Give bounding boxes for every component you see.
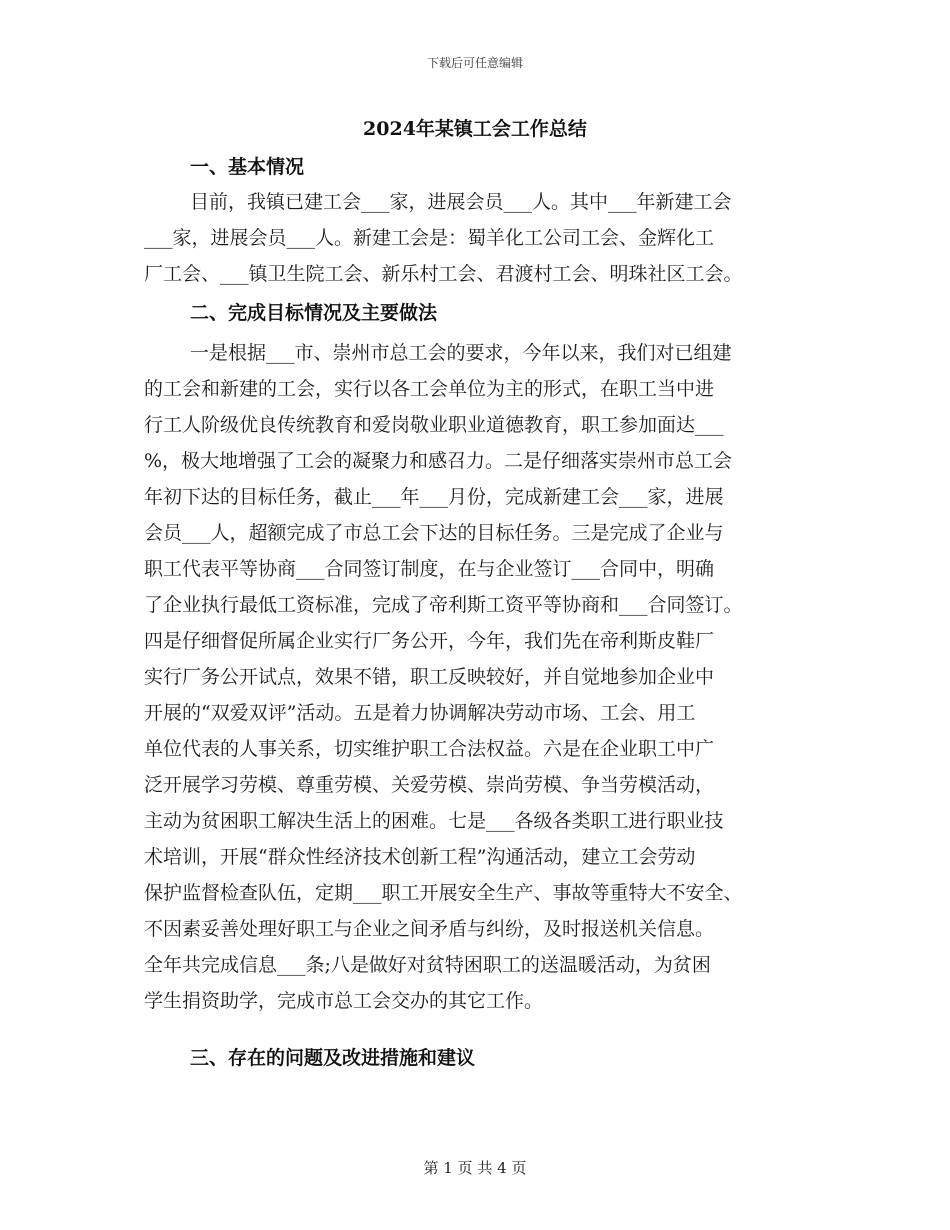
paragraph-line: 全年共完成信息___条;八是做好对贫特困职工的送温暖活动，为贫困: [144, 954, 711, 976]
page-number-footer: 第 1 页 共 4 页: [423, 1159, 527, 1177]
paragraph-line: 厂工会、___镇卫生院工会、新乐村工会、君渡村工会、明珠社区工会。: [144, 263, 743, 285]
paragraph-line: 一是根据___市、崇州市总工会的要求，今年以来，我们对已组建: [190, 342, 732, 364]
paragraph-line: 泛开展学习劳模、尊重劳模、关爱劳模、崇尚劳模、争当劳模活动，: [144, 774, 715, 796]
paragraph-line: 四是仔细督促所属企业实行厂务公开，今年，我们先在帝利斯皮鞋厂: [144, 630, 715, 652]
paragraph-line: 行工人阶级优良传统教育和爱岗敬业职业道德教育，职工参加面达___: [144, 414, 724, 436]
paragraph-line: 职工代表平等协商___合同签订制度，在与企业签订___合同中，明确: [144, 558, 715, 580]
paragraph-line: 实行厂务公开试点，效果不错，职工反映较好，并自觉地参加企业中: [144, 666, 715, 688]
paragraph-line: ___家，进展会员___人。新建工会是：蜀羊化工公司工会、金辉化工: [144, 227, 715, 249]
paragraph-line: 了企业执行最低工资标准，完成了帝利斯工资平等协商和___合同签订。: [144, 594, 743, 616]
paragraph-line: 学生捐资助学，完成市总工会交办的其它工作。: [144, 990, 544, 1012]
section-heading-goals-and-practices: 二、完成目标情况及主要做法: [190, 302, 438, 324]
section-heading-basic-situation: 一、基本情况: [190, 156, 305, 178]
paragraph-line: %，极大地增强了工会的凝聚力和感召力。二是仔细落实崇州市总工会: [144, 450, 733, 472]
paragraph-line: 年初下达的目标任务，截止___年___月份，完成新建工会___家，进展: [144, 486, 724, 508]
paragraph-line: 单位代表的人事关系，切实维护职工合法权益。六是在企业职工中广: [144, 738, 715, 760]
paragraph-line: 的工会和新建的工会，实行以各工会单位为主的形式，在职工当中进: [144, 378, 715, 400]
header-note: 下载后可任意编辑: [426, 56, 523, 70]
paragraph-line: 主动为贫困职工解决生活上的困难。七是___各级各类职工进行职业技: [144, 810, 724, 832]
paragraph-line: 不因素妥善处理好职工与企业之间矛盾与纠纷，及时报送机关信息。: [144, 918, 715, 940]
document-title: 2024年某镇工会工作总结: [363, 118, 587, 140]
paragraph-line: 会员___人，超额完成了市总工会下达的目标任务。三是完成了企业与: [144, 522, 724, 544]
section-heading-problems-and-suggestions: 三、存在的问题及改进措施和建议: [190, 1047, 476, 1069]
paragraph-line: 目前，我镇已建工会___家，进展会员___人。其中___年新建工会: [190, 191, 732, 213]
paragraph-line: 术培训，开展“群众性经济技术创新工程”沟通活动，建立工会劳动: [144, 846, 696, 868]
paragraph-line: 保护监督检查队伍，定期___职工开展安全生产、事故等重特大不安全、: [144, 882, 743, 904]
paragraph-line: 开展的“双爱双评”活动。五是着力协调解决劳动市场、工会、用工: [144, 702, 696, 724]
